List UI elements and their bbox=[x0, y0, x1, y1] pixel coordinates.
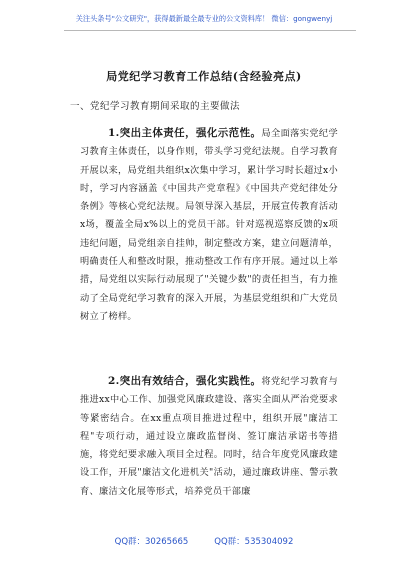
section-heading-1: 一、党纪学习教育期间采取的主要做法 bbox=[70, 101, 241, 112]
footer-qq-group-2: QQ群：535304092 bbox=[214, 537, 294, 547]
document-title: 局党纪学习教育工作总结(含经验亮点) bbox=[106, 70, 302, 83]
paragraph-1 bbox=[80, 124, 338, 326]
paragraph-2-lead: 2.突出有效结合，强化实践性。 bbox=[108, 375, 262, 387]
paragraph-1-lead: 1.突出主体责任，强化示范性。 bbox=[108, 127, 262, 139]
paragraph-1-body: 局全面落实党纪学习教育主体责任，以身作则，带头学习党纪法规。自学习教育开展以来，局党组共组织x次集中学习，累计学习时长超过x小时，学习内容涵盖《中国共产党章程》《中国共产党纪律处分条例》等核心党纪法规。局领导深入基层，开展宣传教育活动x场，覆盖全局x%以上的党员干部。针对巡视巡察反馈的x项违纪问题，局党组亲自挂帅，制定整改方案，建立问题清单，明确责任人和整改时限，推动整改工作有序开展。通过以上举措，局党组以实际行动展现了"关键少数"的责任担当，有力推动了全局党纪学习教育的深入开展，为基层党组织和广大党员树立了榜样。 bbox=[80, 128, 338, 322]
header-banner: 关注头条号"公文研究"，获得最新最全最专业的公文资料库！ 微信：gongwenyj bbox=[75, 14, 333, 23]
footer-qq-group-1: QQ群：30265665 bbox=[114, 537, 189, 547]
paragraph-2 bbox=[80, 372, 338, 501]
footer-contact bbox=[0, 535, 408, 547]
paragraph-2-body: 将党纪学习教育与推进xx中心工作、加强党风廉政建设、落实全面从严治党要求等紧密结合。在xx重点项目推进过程中，组织开展"廉洁工程"专项行动，通过设立廉政监督岗、签订廉洁承诺书等措施，将党纪要求融入项目全过程。同时，结合年度党风廉政建设工作，开展"廉洁文化进机关"活动，通过廉政讲座、警示教育、廉洁文化展等形式，培养党员干部廉 bbox=[80, 376, 338, 497]
header-divider bbox=[64, 30, 356, 31]
